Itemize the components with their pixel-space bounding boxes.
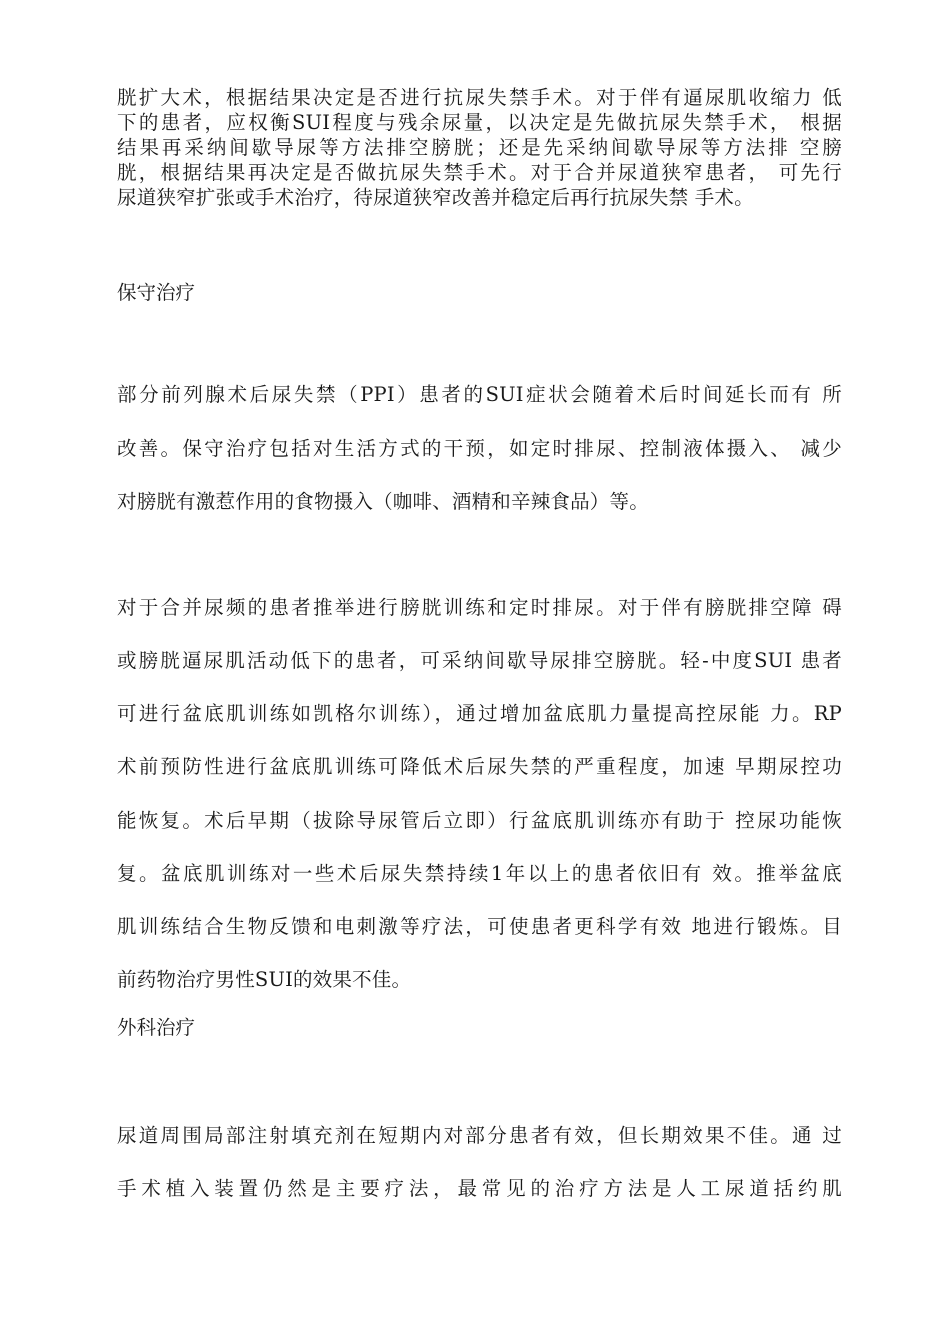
text-line: 前药物治疗男性SUI的效果不佳。 [117,968,412,991]
section-heading-surgical: 外科治疗 [117,1016,196,1039]
text-line: 尿道狭窄扩张或手术治疗，待尿道狭窄改善并稳定后再行抗尿失禁 手术。 [117,186,754,209]
text-line: 胱，根据结果再决定是否做抗尿失禁手术。对于合并尿道狭窄患者， 可先行 [117,161,842,184]
text-line: 复。盆底肌训练对一些术后尿失禁持续1年以上的患者依旧有 效。推举盆底 [117,862,842,885]
text-line: 术前预防性进行盆底肌训练可降低术后尿失禁的严重程度，加速 早期尿控功 [117,755,842,778]
text-line: 对于合并尿频的患者推举进行膀胱训练和定时排尿。对于伴有膀胱排空障 碍 [117,596,842,619]
text-line: 可进行盆底肌训练如凯格尔训练），通过增加盆底肌力量提高控尿能 力。RP [117,702,842,725]
text-line: 结果再采纳间歇导尿等方法排空膀胱；还是先采纳间歇导尿等方法排 空膀 [117,136,842,159]
text-line: 手术植入装置仍然是主要疗法，最常见的治疗方法是人工尿道括约肌 [117,1177,842,1200]
text-line: 或膀胱逼尿肌活动低下的患者，可采纳间歇导尿排空膀胱。轻-中度SUI 患者 [117,649,842,672]
text-line: 下的患者，应权衡SUI程度与残余尿量，以决定是先做抗尿失禁手术， 根据 [117,111,842,134]
text-line: 改善。保守治疗包括对生活方式的干预，如定时排尿、控制液体摄入、 减少 [117,437,842,460]
text-line: 对膀胱有激惹作用的食物摄入（咖啡、酒精和辛辣食品）等。 [117,490,649,513]
text-line: 肌训练结合生物反馈和电刺激等疗法，可使患者更科学有效 地进行锻炼。目 [117,915,842,938]
text-line: 部分前列腺术后尿失禁（PPI）患者的SUI症状会随着术后时间延长而有 所 [117,383,842,406]
section-heading-conservative: 保守治疗 [117,281,196,304]
text-line: 胱扩大术，根据结果决定是否进行抗尿失禁手术。对于伴有逼尿肌收缩力 低 [117,86,842,109]
text-line: 尿道周围局部注射填充剂在短期内对部分患者有效，但长期效果不佳。通 过 [117,1124,842,1147]
text-line: 能恢复。术后早期（拔除导尿管后立即）行盆底肌训练亦有助于 控尿功能恢 [117,809,842,832]
